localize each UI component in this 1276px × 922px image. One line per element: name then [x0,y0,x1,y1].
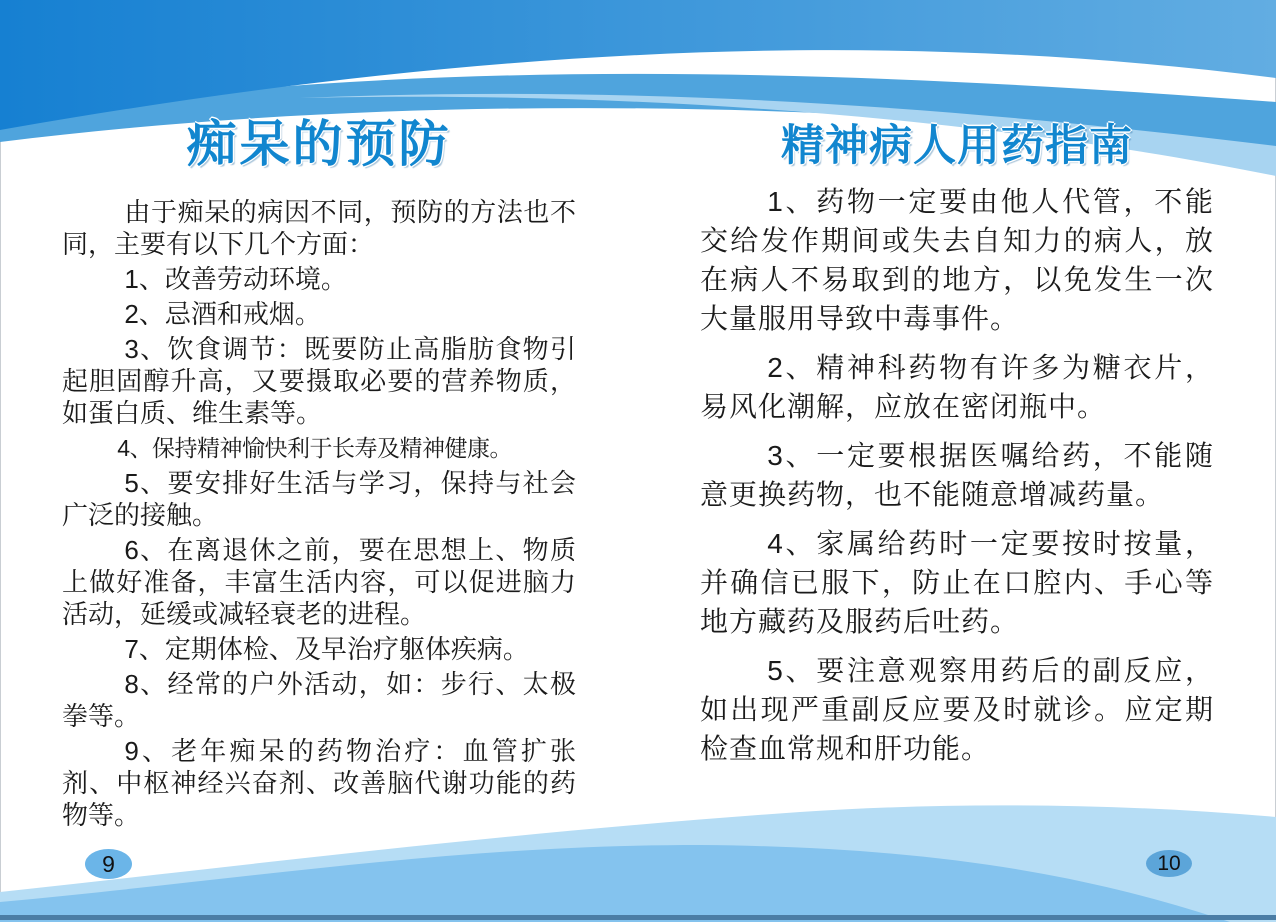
page-title-left: 痴呆的预防 [186,116,452,172]
paragraph: 2、精神科药物有许多为糖衣片，易风化潮解，应放在密闭瓶中。 [700,352,1214,422]
paragraph: 1、改善劳动环境。 [124,264,347,294]
paragraph: 7、定期体检、及早治疗躯体疾病。 [124,634,529,664]
page-right [638,0,1276,922]
paragraph: 由于痴呆的病因不同，预防的方法也不同，主要有以下几个方面： [62,197,576,259]
paragraph: 3、一定要根据医嘱给药，不能随意更换药物，也不能随意增减药量。 [700,440,1214,510]
paragraph: 9、老年痴呆的药物治疗：血管扩张剂、中枢神经兴奋剂、改善脑代谢功能的药物等。 [62,736,576,830]
paragraph: 5、要安排好生活与学习，保持与社会广泛的接触。 [62,468,576,530]
paragraph: 3、饮食调节：既要防止高脂肪食物引起胆固醇升高，又要摄取必要的营养物质，如蛋白质、维生素等。 [62,334,576,428]
paragraph: 4、保持精神愉快利于长寿及精神健康。 [117,435,512,461]
paragraph: 2、忌酒和戒烟。 [124,299,321,329]
page-number-badge-right: 10 [1146,850,1192,877]
page-number-badge-left: 9 [85,849,132,879]
paragraph: 5、要注意观察用药后的副反应，如出现严重副反应要及时就诊。应定期检查血常规和肝功能。 [700,655,1214,764]
page-title-right: 精神病人用药指南 [781,122,1133,170]
paragraph: 8、经常的户外活动，如：步行、太极拳等。 [62,669,576,731]
paragraph: 6、在离退休之前，要在思想上、物质上做好准备，丰富生活内容，可以促进脑力活动，延缓或减轻衰老的进程。 [62,535,576,629]
paragraph: 4、家属给药时一定要按时按量，并确信已服下，防止在口腔内、手心等地方藏药及服药后吐药。 [700,528,1214,637]
page-body-right [700,182,1214,778]
paragraph: 1、药物一定要由他人代管，不能交给发作期间或失去自知力的病人，放在病人不易取到的地方，以免发生一次大量服用导致中毒事件。 [700,186,1214,334]
page-body-left [62,196,576,834]
